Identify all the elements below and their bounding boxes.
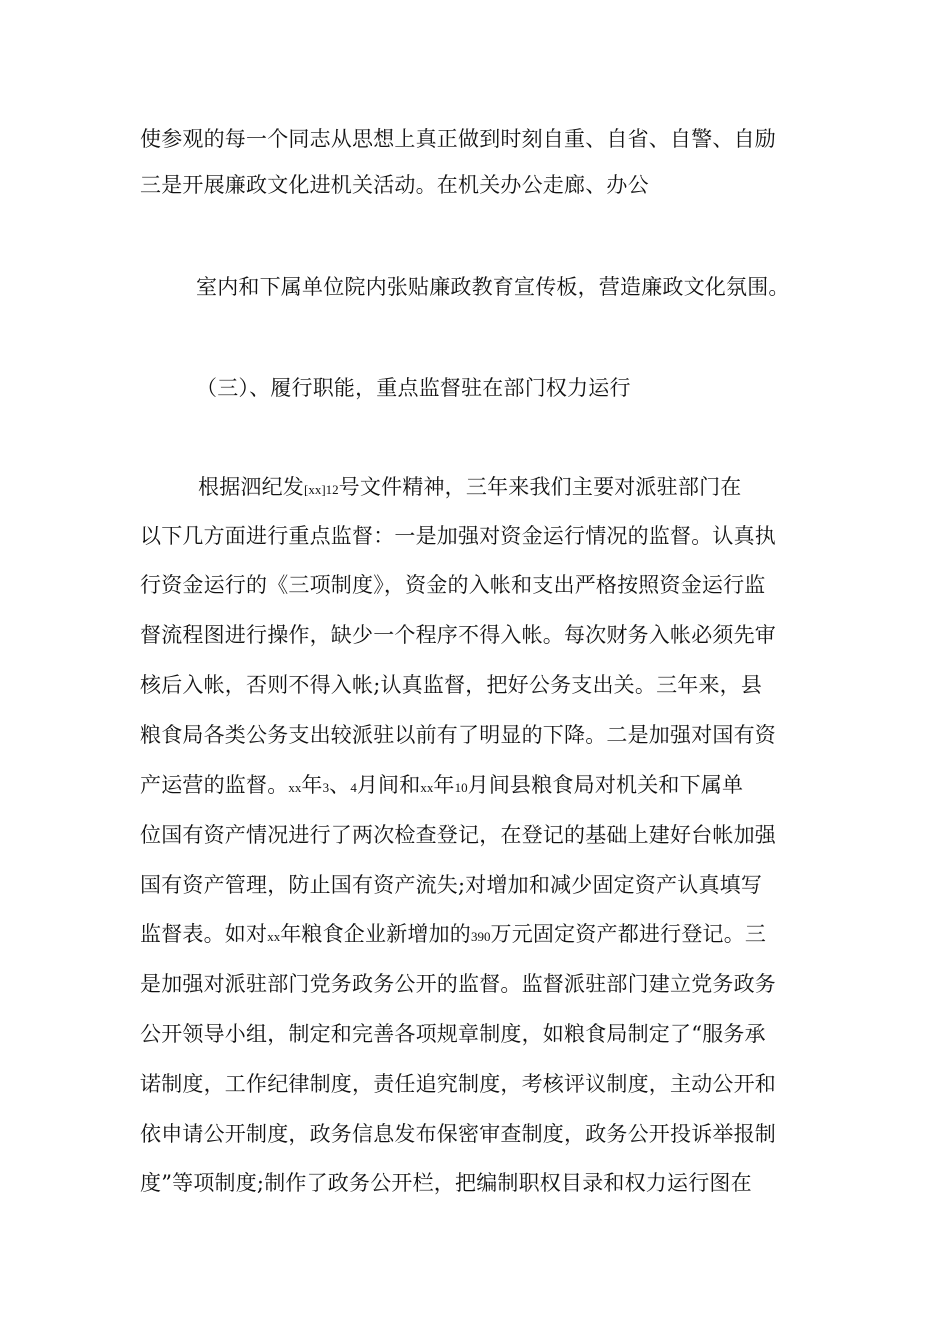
text-line: 产运营的监督。xx年3、4月间和xx年10月间县粮食局对机关和下属单 bbox=[140, 773, 744, 797]
text-line: 根据泗纪发[xx]12号文件精神，三年来我们主要对派驻部门在 bbox=[198, 475, 742, 499]
text-line: 使参观的每一个同志从思想上真正做到时刻自重、自省、自警、自励 bbox=[140, 127, 776, 151]
text-line: 以下几方面进行重点监督：一是加强对资金运行情况的监督。认真执 bbox=[140, 524, 776, 548]
text-line: 室内和下属单位院内张贴廉政教育宣传板，营造廉政文化氛围。 bbox=[196, 275, 790, 299]
text-line: 粮食局各类公务支出较派驻以前有了明显的下降。二是加强对国有资 bbox=[140, 723, 776, 747]
text-line: 诺制度，工作纪律制度，责任追究制度，考核评议制度，主动公开和 bbox=[140, 1072, 776, 1096]
text-line: 是加强对派驻部门党务政务公开的监督。监督派驻部门建立党务政务 bbox=[140, 972, 776, 996]
text-line: 度”等项制度;制作了政务公开栏，把编制职权目录和权力运行图在 bbox=[140, 1171, 752, 1195]
text-line: 监督表。如对xx年粮食企业新增加的390万元固定资产都进行登记。三 bbox=[140, 922, 767, 946]
text-line: 依申请公开制度，政务信息发布保密审查制度，政务公开投诉举报制 bbox=[140, 1122, 776, 1146]
text-line: 督流程图进行操作，缺少一个程序不得入帐。每次财务入帐必须先审 bbox=[140, 623, 776, 647]
text-line: 国有资产管理，防止国有资产流失;对增加和减少固定资产认真填写 bbox=[140, 873, 763, 897]
text-line: 行资金运行的《三项制度》，资金的入帐和支出严格按照资金运行监 bbox=[140, 573, 766, 597]
section-heading: （三）、履行职能，重点监督驻在部门权力运行 bbox=[196, 376, 631, 400]
text-line: 位国有资产情况进行了两次检查登记，在登记的基础上建好台帐加强 bbox=[140, 823, 776, 847]
text-line: 三是开展廉政文化进机关活动。在机关办公走廊、办公 bbox=[140, 173, 649, 197]
text-line: 公开领导小组，制定和完善各项规章制度，如粮食局制定了“服务承 bbox=[140, 1022, 766, 1046]
text-line: 核后入帐，否则不得入帐;认真监督，把好公务支出关。三年来，县 bbox=[140, 673, 763, 697]
